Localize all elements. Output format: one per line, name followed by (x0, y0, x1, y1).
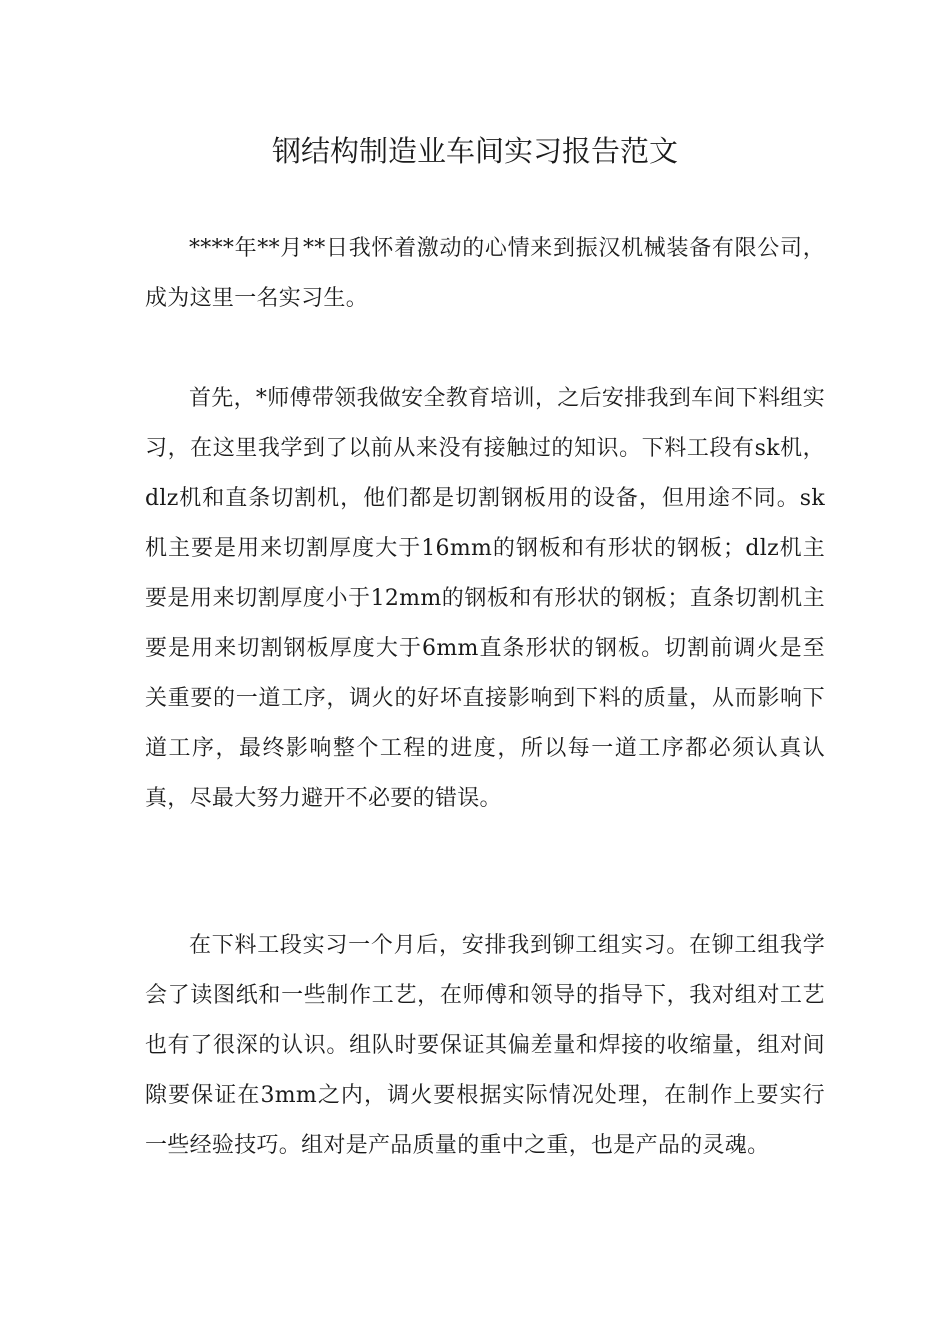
paragraph-cutting-section: 首先，*师傅带领我做安全教育培训，之后安排我到车间下料组实习，在这里我学到了以前从来没有接触过的知识。下料工段有sk机，dlz机和直条切割机，他们都是切割钢板用的设备，但用途不同。sk机主要是用来切割厚度大于16mm的钢板和有形状的钢板；dlz机主要是用来切割厚度小于12mm的钢板和有形状的钢板；直条切割机主要是用来切割钢板厚度大于6mm直条形状的钢板。切割前调火是至关重要的一道工序，调火的好坏直接影响到下料的质量，从而影响下道工序，最终影响整个工程的进度，所以每一道工序都必须认真认真，尽最大努力避开不必要的错误。 (145, 386, 825, 811)
document-title: 钢结构制造业车间实习报告范文 (271, 134, 678, 168)
paragraph-riveting-section: 在下料工段实习一个月后，安排我到铆工组实习。在铆工组我学会了读图纸和一些制作工艺，在师傅和领导的指导下，我对组对工艺也有了很深的认识。组队时要保证其偏差量和焊接的收缩量，组对间隙要保证在3mm之内，调火要根据实际情况处理，在制作上要实行一些经验技巧。组对是产品质量的重中之重，也是产品的灵魂。 (145, 933, 825, 1158)
paragraph-arrival: ****年**月**日我怀着激动的心情来到振汉机械装备有限公司，成为这里一名实习生。 (145, 236, 825, 311)
